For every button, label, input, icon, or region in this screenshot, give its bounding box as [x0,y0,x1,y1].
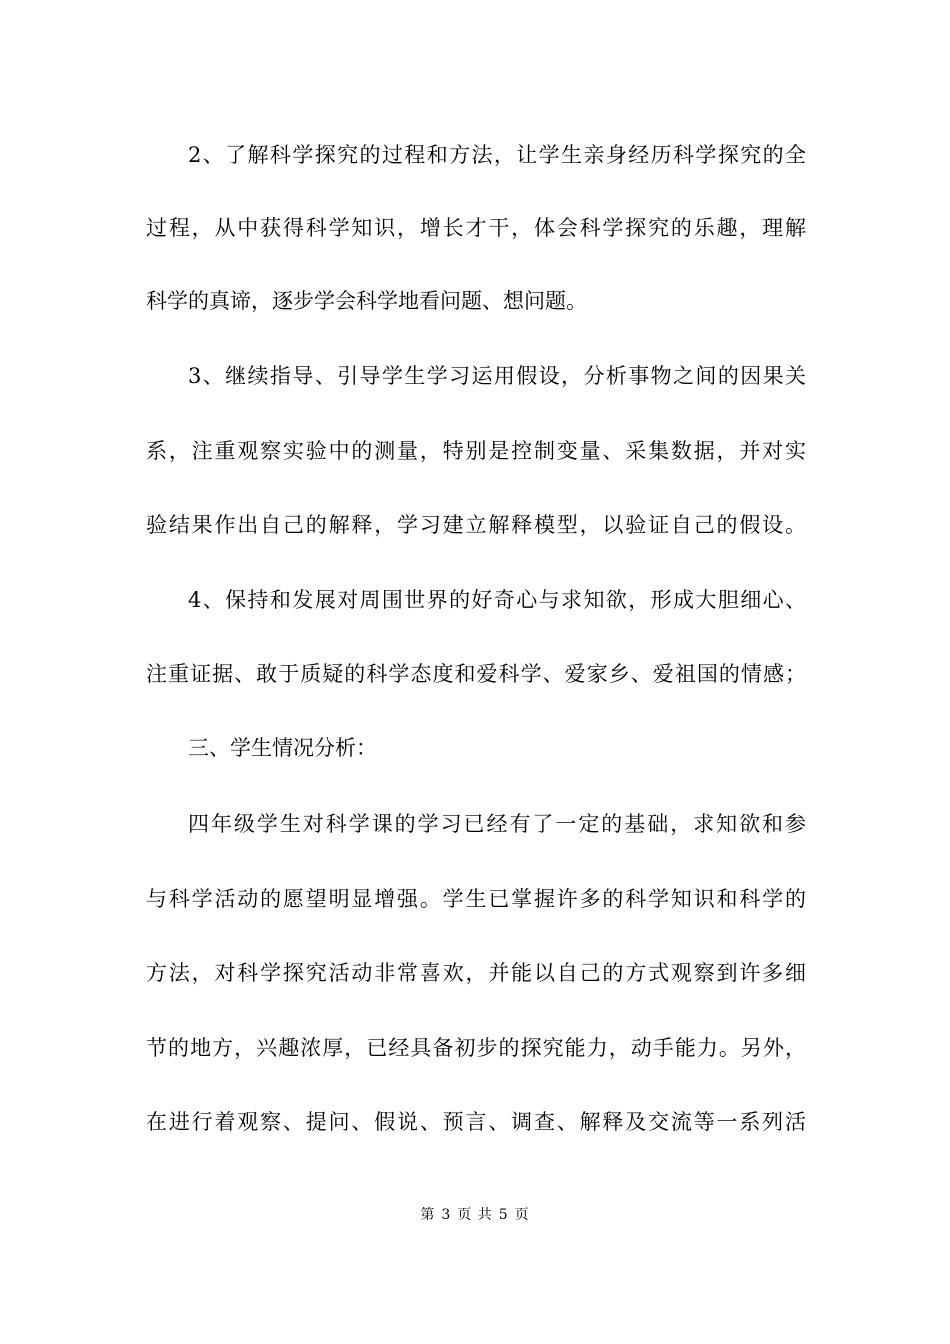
paragraph-3-line-1: 3、继续指导、引导学生学习运用假设，分析事物之间的因果关 [188,364,806,388]
footer-prefix: 第 [420,1207,436,1223]
paragraph-5-line-5: 在进行着观察、提问、假说、预言、调查、解释及交流等一系列活 [146,1110,806,1134]
paragraph-4-line-2: 注重证据、敢于质疑的科学态度和爱科学、爱家乡、爱祖国的情感； [146,662,806,686]
footer-suffix: 页 [514,1207,530,1223]
page-footer [0,1205,950,1225]
paragraph-2-line-1: 2、了解科学探究的过程和方法，让学生亲身经历科学探究的全 [188,143,806,167]
footer-total-pages: 5 [498,1207,509,1223]
paragraph-5-line-3: 方法，对科学探究活动非常喜欢，并能以自己的方式观察到许多细 [146,961,806,985]
footer-middle: 页 共 [457,1207,493,1223]
paragraph-4-line-1: 4、保持和发展对周围世界的好奇心与求知欲，形成大胆细心、 [188,588,806,612]
footer-current-page: 3 [441,1207,452,1223]
paragraph-5-line-2: 与科学活动的愿望明显增强。学生已掌握许多的科学知识和科学的 [146,887,806,911]
paragraph-3-line-2: 系，注重观察实验中的测量，特别是控制变量、采集数据，并对实 [146,439,806,463]
paragraph-5-line-1: 四年级学生对科学课的学习已经有了一定的基础，求知欲和参 [188,812,806,836]
paragraph-2-line-2: 过程，从中获得科学知识，增长才干，体会科学探究的乐趣，理解 [146,216,806,240]
paragraph-3-line-3: 验结果作出自己的解释，学习建立解释模型，以验证自己的假设。 [146,513,806,537]
paragraph-5-line-4: 节的地方，兴趣浓厚，已经具备初步的探究能力，动手能力。另外， [146,1036,806,1060]
section-heading-student-analysis: 三、学生情况分析： [188,736,377,760]
paragraph-2-line-3: 科学的真谛，逐步学会科学地看问题、想问题。 [146,289,587,313]
